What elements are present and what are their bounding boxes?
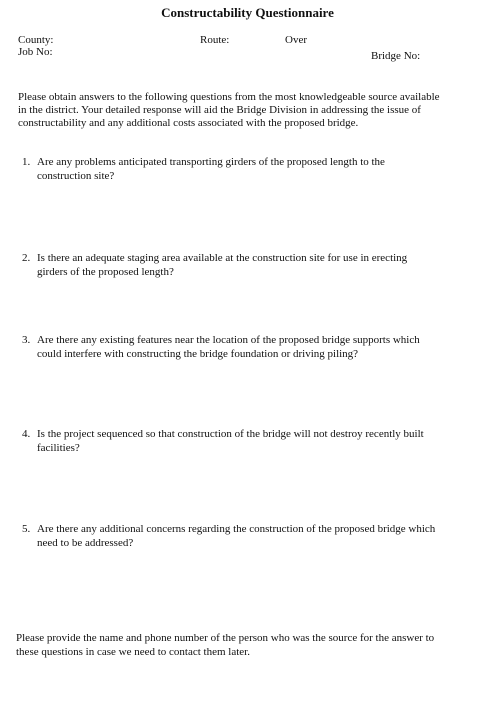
question-number: 1.: [22, 156, 31, 168]
question-text: [37, 334, 420, 361]
question-text: [37, 428, 424, 455]
question-number: 2.: [22, 252, 31, 264]
question-line: girders of the proposed length?: [37, 265, 174, 278]
route-label: Route:: [200, 34, 230, 46]
question-line: Are there any additional concerns regarding the construction of the proposed bridge which: [37, 523, 436, 535]
question-number: 4.: [22, 428, 31, 440]
intro-paragraph: [18, 91, 440, 130]
intro-line: Please obtain answers to the following questions from the most knowledgeable source available: [18, 91, 440, 103]
question-number: 3.: [22, 334, 31, 346]
question-text: [37, 156, 385, 183]
closing-line: these questions in case we need to contact them later.: [16, 646, 250, 658]
question-line: Are there any existing features near the location of the proposed bridge supports which: [37, 334, 420, 346]
job-no-label: Job No:: [18, 46, 53, 58]
bridge-no-label: Bridge No:: [371, 50, 421, 62]
question-line: facilities?: [37, 441, 80, 454]
intro-line: in the district. Your detailed response will aid the Bridge Division in addressing the issue of: [18, 104, 421, 116]
question-line: Is the project sequenced so that construction of the bridge will not destroy recently built: [37, 428, 424, 440]
question-line: construction site?: [37, 169, 115, 182]
page-title: Constructability Questionnaire: [161, 5, 334, 20]
question-line: Is there an adequate staging area available at the construction site for use in erecting: [37, 252, 408, 264]
question-number: 5.: [22, 523, 31, 535]
intro-line: constructability and any additional costs associated with the proposed bridge.: [18, 117, 359, 129]
over-label: Over: [285, 34, 307, 46]
question-text: [37, 252, 407, 279]
closing-paragraph: [16, 631, 434, 659]
closing-line: Please provide the name and phone number of the person who was the source for the answer to: [16, 632, 435, 644]
county-label: County:: [18, 34, 54, 46]
question-line: Are any problems anticipated transporting girders of the proposed length to the: [37, 156, 385, 168]
question-line: could interfere with constructing the bridge foundation or driving piling?: [37, 347, 359, 360]
question-text: [37, 523, 435, 550]
question-line: need to be addressed?: [37, 536, 134, 549]
